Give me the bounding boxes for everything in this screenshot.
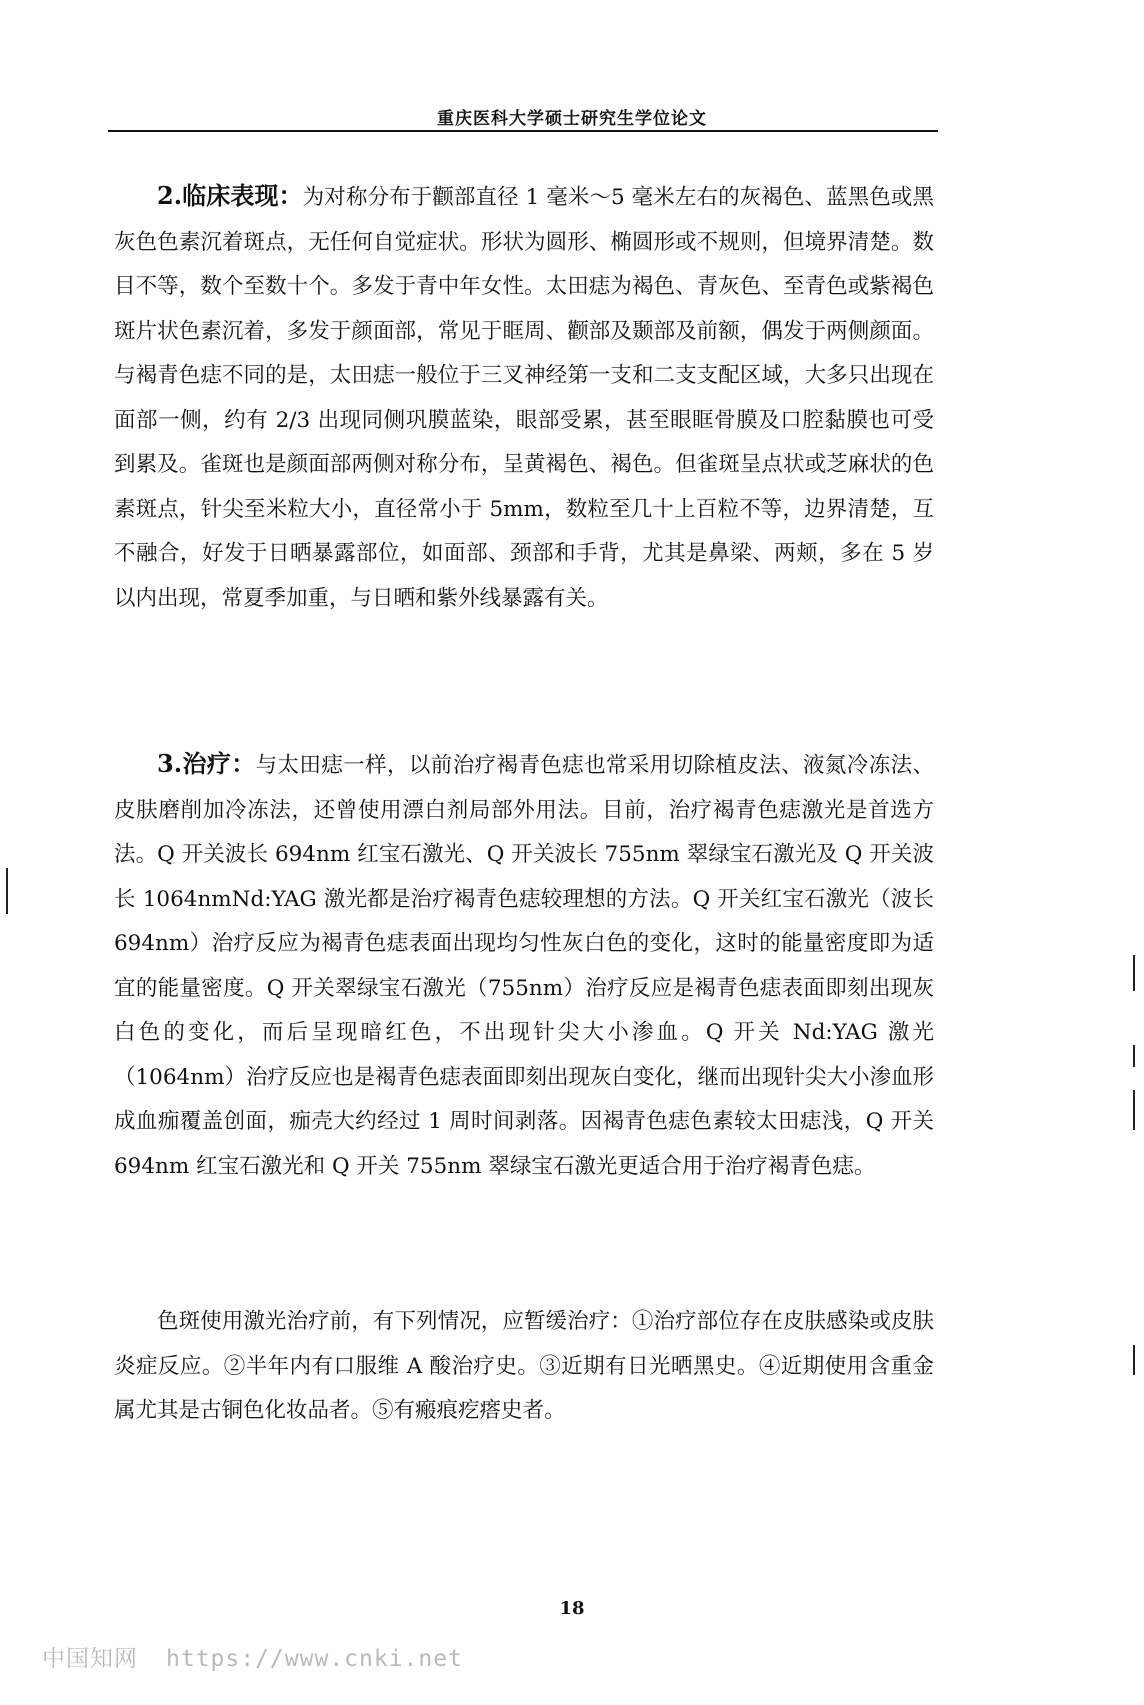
watermark-site-name: 中国知网 [42, 1646, 138, 1672]
contraindications-paragraph [114, 1300, 934, 1434]
section-heading: 2.临床表现： [157, 181, 303, 210]
scan-artifact-right-3 [1133, 1090, 1135, 1130]
scan-artifact-right-4 [1133, 1345, 1135, 1375]
scan-artifact-right-1 [1133, 955, 1135, 991]
page-number: 18 [559, 1598, 585, 1619]
scan-artifact-right-2 [1133, 1045, 1135, 1067]
section-text: 为对称分布于颧部直径 1 毫米～5 毫米左右的灰褐色、蓝黑色或黑灰色色素沉着斑点，无任何自觉症状。形状为圆形、椭圆形或不规则，但境界清楚。数目不等，数个至数十个。多发于青中年女性。太田痣为褐色、青灰色、至青色或紫褐色斑片状色素沉着，多发于颜面部，常见于眶周、颧部及颞部及前额，偶发于两侧颜面。与褐青色痣不同的是，太田痣一般位于三叉神经第一支和二支支配区域，大多只出现在面部一侧，约有 2/3 出现同侧巩膜蓝染，眼部受累，甚至眼眶骨膜及口腔黏膜也可受到累及。雀斑也是颜面部两侧对称分布，呈黄褐色、褐色。但雀斑呈点状或芝麻状的色素斑点，针尖至米粒大小，直径常小于 5mm，数粒至几十上百粒不等，边界清楚，互不融合，好发于日晒暴露部位，如面部、颈部和手背，尤其是鼻梁、两颊，多在 5 岁以内出现，常夏季加重，与日晒和紫外线暴露有关。 [114, 185, 934, 611]
header-title: 重庆医科大学硕士研究生学位论文 [437, 109, 707, 129]
paragraph-text: 色斑使用激光治疗前，有下列情况，应暂缓治疗：①治疗部位存在皮肤感染或皮肤炎症反应。②半年内有口服维 A 酸治疗史。③近期有日光晒黑史。④近期使用含重金属尤其是古铜色化妆品者。⑤有瘢痕疙瘩史者。 [114, 1309, 934, 1423]
scan-artifact-left [6, 868, 8, 914]
section-heading: 3.治疗： [157, 749, 256, 778]
watermark [42, 1640, 463, 1673]
watermark-url: https://www.cnki.net [166, 1646, 463, 1672]
section-text: 与太田痣一样，以前治疗褐青色痣也常采用切除植皮法、液氮冷冻法、皮肤磨削加冷冻法，还曾使用漂白剂局部外用法。目前，治疗褐青色痣激光是首选方法。Q 开关波长 694nm 红宝石激光、Q 开关波长 755nm 翠绿宝石激光及 Q 开关波长 1064nmNd:YAG 激光都是治疗褐青色痣较理想的方法。Q 开关红宝石激光（波长 694nm）治疗反应为褐青色痣表面出现均匀性灰白色的变化，这时的能量密度即为适宜的能量密度。Q 开关翠绿宝石激光（755nm）治疗反应是褐青色痣表面即刻出现灰白色的变化，而后呈现暗红色，不出现针尖大小渗血。Q 开关 Nd:YAG 激光（1064nm）治疗反应也是褐青色痣表面即刻出现灰白变化，继而出现针尖大小渗血形成血痂覆盖创面，痂壳大约经过 1 周时间剥落。因褐青色痣色素较太田痣浅，Q 开关 694nm 红宝石激光和 Q 开关 755nm 翠绿宝石激光更适合用于治疗褐青色痣。 [114, 753, 934, 1179]
header-rule [108, 130, 938, 132]
section-treatment [114, 742, 934, 1189]
section-clinical-manifestation [114, 174, 934, 621]
